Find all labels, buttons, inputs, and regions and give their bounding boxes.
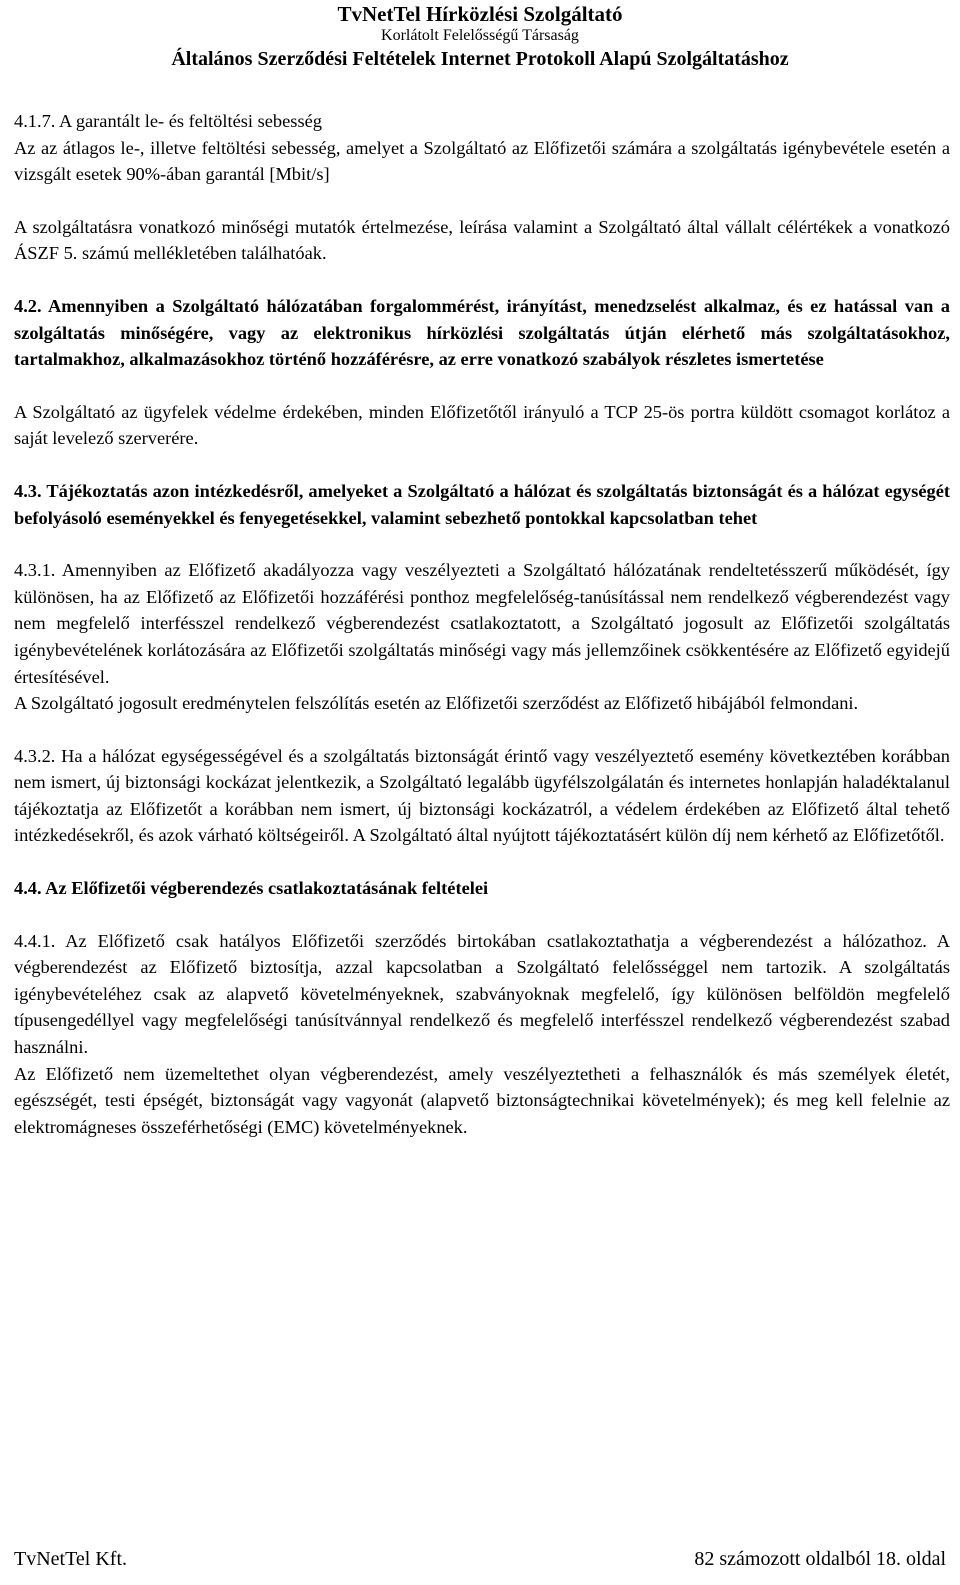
section-4-4-heading: 4.4. Az Előfizetői végberendezés csatlakoztatásának feltételei	[14, 878, 489, 899]
document-title: Általános Szerződési Feltételek Internet Protokoll Alapú Szolgáltatáshoz	[171, 48, 789, 70]
section-4-3-1-number: 4.3.1.	[14, 560, 56, 581]
section-4-4-1-number: 4.4.1.	[14, 930, 56, 951]
section-4-3-1-text: Amennyiben az Előfizető akadályozza vagy veszélyezteti a Szolgáltató hálózatának rendeltetésszerű működését, így különösen, ha az Előfizető az Előfizetői hozzáférési ponthoz megfelelőség-tanúsítással nem rendelkező végberendezést vagy nem megfelelő interfésszel rendelkező végberendezést csatlakoztatott, a Szolgáltató jogosult az Előfizetői szolgáltatás igénybevételének korlátozására az Előfizetői szolgáltatás minőségi vagy más jellemzőinek csökkentésére az Előfizető egyidejű értesítésével.	[14, 560, 950, 687]
company-name: TvNetTel Hírközlési Szolgáltató	[337, 2, 623, 26]
section-4-1-7-paragraph: Az az átlagos le-, illetve feltöltési sebesség, amelyet a Szolgáltató az Előfizetői számára a szolgáltatás igénybevétele esetén a vizsgált esetek 90%-ában garantál [Mbit/s]	[14, 137, 950, 185]
page-header	[0, 2, 960, 72]
section-4-1-7-heading: 4.1.7. A garantált le- és feltöltési sebesség	[14, 111, 322, 131]
section-4-4-1-paragraph	[14, 928, 950, 1061]
section-4-4-1-requirements: Az Előfizető nem üzemeltethet olyan végberendezést, amely veszélyeztetheti a felhasználók és más személyek életét, egészségét, testi épségét, biztonságát vagy vagyonát (alapvető biztonságtechnikai követelmények); és meg kell felelnie az elektromágneses összeférhetőségi (EMC) követelményeknek.	[14, 1063, 950, 1137]
section-4-3-1-paragraph	[14, 557, 950, 690]
section-4-2-paragraph: A Szolgáltató az ügyfelek védelme érdekében, minden Előfizetőtől irányuló a TCP 25-ös portra küldött csomagot korlátoz a saját levelező szerverére.	[14, 401, 950, 449]
section-4-3-2-paragraph	[14, 743, 950, 849]
footer-company: TvNetTel Kft.	[14, 1548, 128, 1570]
section-4-4-1-text: Az Előfizető csak hatályos Előfizetői szerződés birtokában csatlakoztathatja a végberendezést a hálózathoz. A végberendezést az Előfizető biztosítja, azzal kapcsolatban a Szolgáltató felelősséggel nem tartozik. A szolgáltatás igénybevételéhez csak az alapvető követelményeknek, szabványoknak megfelelő, így különösen belföldön megfelelő típusengedéllyel vagy megfelelőségi tanúsítvánnyal rendelkező és megfelelő interfésszel rendelkező végberendezést szabad használni.	[14, 930, 950, 1058]
section-4-2-heading: 4.2. Amennyiben a Szolgáltató hálózatában forgalommérést, irányítást, menedzselést alkalmaz, és ez hatással van a szolgáltatás minőségére, vagy az elektronikus hírközlési szolgáltatás útján elérhető más szolgáltatásokhoz, tartalmakhoz, alkalmazásokhoz történő hozzáférésre, az erre vonatkozó szabályok részletes ismertetése	[14, 295, 950, 370]
section-4-1-7-note: A szolgáltatásra vonatkozó minőségi mutatók értelmezése, leírása valamint a Szolgáltató által vállalt célértékek a vonatkozó ÁSZF 5. számú mellékletében találhatóak.	[14, 216, 950, 264]
page-number: 82 számozott oldalból 18. oldal	[694, 1548, 946, 1570]
section-4-3-2-text: Ha a hálózat egységességével és a szolgáltatás biztonságát érintő vagy veszélyeztető esemény következtében korábban nem ismert, új biztonsági kockázat jelentkezik, a Szolgáltató legalább ügyfélszolgálatán és internetes honlapján haladéktalanul tájékoztatja az Előfizetőt a korábban nem ismert, új biztonsági kockázatról, a védelem érdekében az Előfizető által tehető intézkedésekről, és azok várható költségeiről. A Szolgáltató által nyújtott tájékoztatásért külön díj nem kérhető az Előfizetőtől.	[14, 745, 950, 846]
company-type: Korlátolt Felelősségű Társaság	[381, 27, 579, 44]
section-4-3-2-number: 4.3.2.	[14, 745, 56, 766]
section-4-3-1-termination: A Szolgáltató jogosult eredménytelen felszólítás esetén az Előfizetői szerződést az Előfizető hibájából felmondani.	[14, 693, 859, 714]
section-4-3-heading: 4.3. Tájékoztatás azon intézkedésről, amelyeket a Szolgáltató a hálózat és szolgáltatás biztonságát és a hálózat egységét befolyásoló eseményekkel és fenyegetésekkel, valamint sebezhető pontokkal kapcsolatban tehet	[14, 480, 950, 528]
page-footer	[14, 1544, 950, 1574]
document-body	[14, 108, 950, 1140]
